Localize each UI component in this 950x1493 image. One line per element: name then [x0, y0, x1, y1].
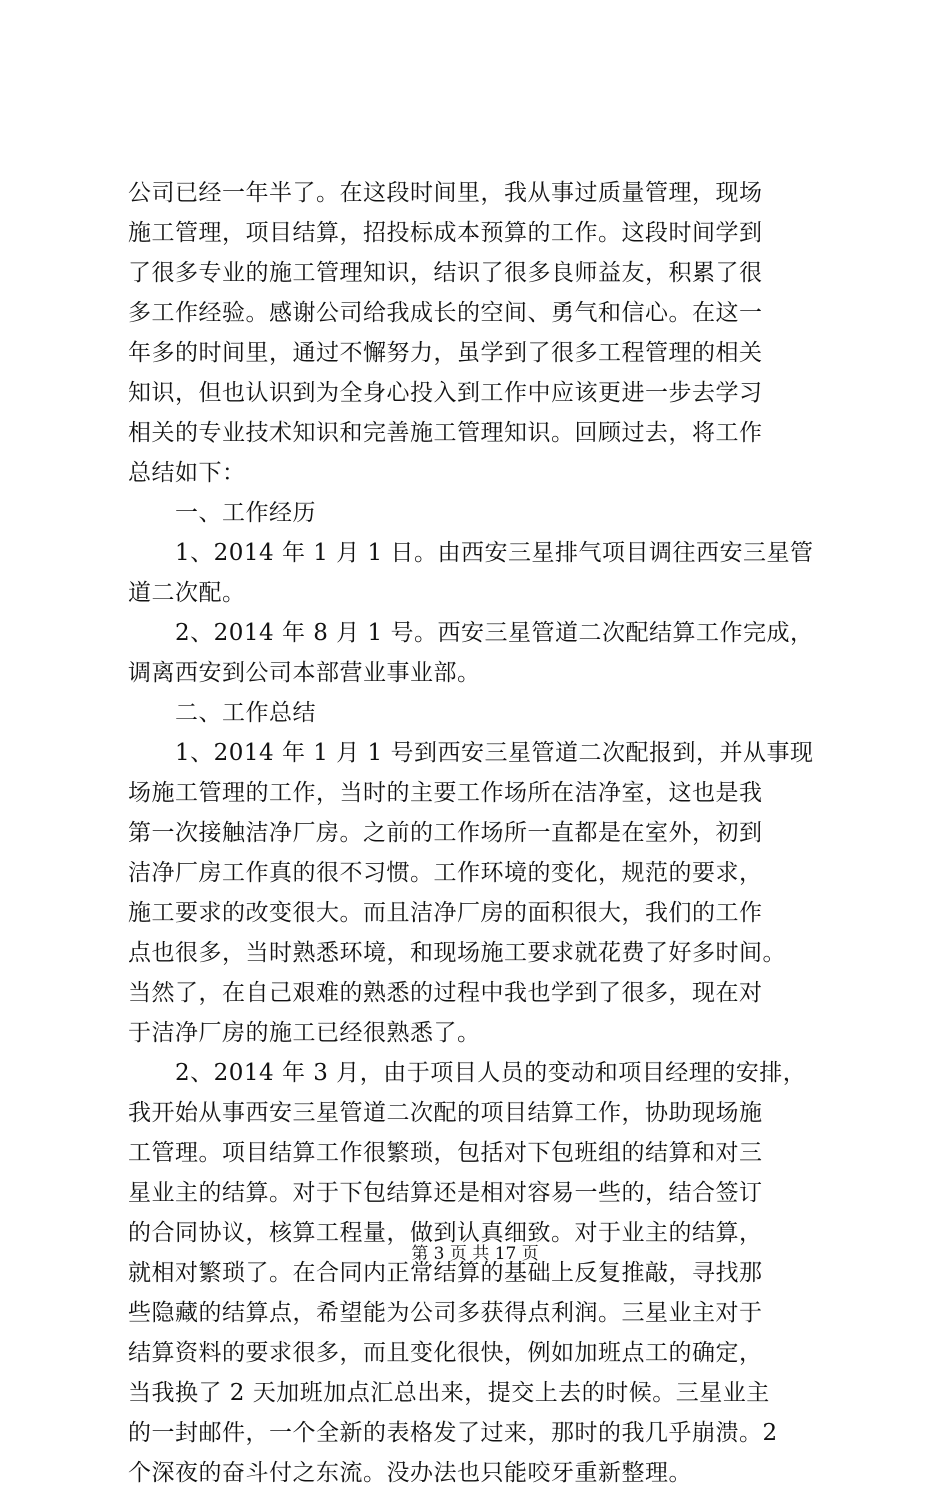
text-line: 结算资料的要求很多，而且变化很快，例如加班点工的确定， — [128, 1340, 763, 1366]
text-line: 场施工管理的工作，当时的主要工作场所在洁净室，这也是我 — [128, 780, 763, 806]
text-line: 第一次接触洁净厂房。之前的工作场所一直都是在室外，初到 — [128, 820, 763, 846]
text-line: 2、2014 年 3 月，由于项目人员的变动和项目经理的安排， — [175, 1060, 807, 1086]
text-line: 工管理。项目结算工作很繁琐，包括对下包班组的结算和对三 — [128, 1140, 763, 1166]
text-line: 施工要求的改变很大。而且洁净厂房的面积很大，我们的工作 — [128, 900, 763, 926]
text-line: 星业主的结算。对于下包结算还是相对容易一些的，结合签订 — [128, 1180, 763, 1206]
text-line: 我开始从事西安三星管道二次配的项目结算工作，协助现场施 — [128, 1100, 763, 1126]
text-line: 公司已经一年半了。在这段时间里，我从事过质量管理，现场 — [128, 180, 763, 206]
text-line: 道二次配。 — [128, 580, 246, 606]
text-line: 年多的时间里，通过不懈努力，虽学到了很多工程管理的相关 — [128, 340, 763, 366]
text-line: 知识，但也认识到为全身心投入到工作中应该更进一步去学习 — [128, 380, 763, 406]
text-line: 个深夜的奋斗付之东流。没办法也只能咬牙重新整理。 — [128, 1460, 692, 1486]
text-line: 相关的专业技术知识和完善施工管理知识。回顾过去，将工作 — [128, 420, 763, 446]
text-line: 的一封邮件，一个全新的表格发了过来，那时的我几乎崩溃。2 — [128, 1420, 778, 1446]
text-line: 的合同协议，核算工程量，做到认真细致。对于业主的结算， — [128, 1220, 763, 1246]
text-line: 了很多专业的施工管理知识，结识了很多良师益友，积累了很 — [128, 260, 763, 286]
text-line: 1、2014 年 1 月 1 日。由西安三星排气项目调往西安三星管 — [175, 540, 814, 566]
text-line: 施工管理，项目结算，招投标成本预算的工作。这段时间学到 — [128, 220, 763, 246]
text-line: 洁净厂房工作真的很不习惯。工作环境的变化，规范的要求， — [128, 860, 763, 886]
text-line: 一、工作经历 — [175, 500, 316, 526]
text-line: 总结如下： — [128, 460, 246, 486]
text-line: 点也很多，当时熟悉环境，和现场施工要求就花费了好多时间。 — [128, 940, 786, 966]
text-line: 于洁净厂房的施工已经很熟悉了。 — [128, 1020, 481, 1046]
text-line: 当然了，在自己艰难的熟悉的过程中我也学到了很多，现在对 — [128, 980, 763, 1006]
text-line: 当我换了 2 天加班加点汇总出来，提交上去的时候。三星业主 — [128, 1380, 770, 1406]
text-line: 多工作经验。感谢公司给我成长的空间、勇气和信心。在这一 — [128, 300, 763, 326]
text-line: 二、工作总结 — [175, 700, 316, 726]
text-line: 1、2014 年 1 月 1 号到西安三星管道二次配报到，并从事现 — [175, 740, 814, 766]
text-line: 就相对繁琐了。在合同内正常结算的基础上反复推敲，寻找那 — [128, 1260, 763, 1286]
text-line: 2、2014 年 8 月 1 号。西安三星管道二次配结算工作完成， — [175, 620, 814, 646]
text-line: 些隐藏的结算点，希望能为公司多获得点利润。三星业主对于 — [128, 1300, 763, 1326]
page-footer: 第 3 页 共 17 页 — [411, 1244, 539, 1264]
text-line: 调离西安到公司本部营业事业部。 — [128, 660, 481, 686]
document-body — [128, 173, 828, 1493]
